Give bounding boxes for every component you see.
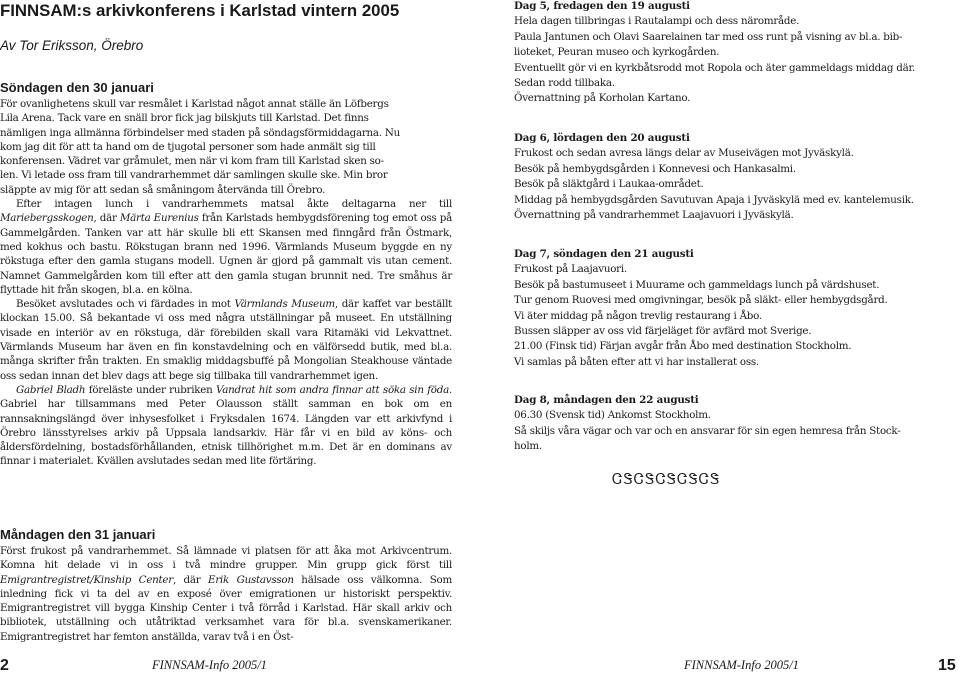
left-footer: [0, 657, 9, 675]
day-line: Middag på hembygdsgården Savutuvan Apaja i Jyväskylä med ev. kantelemusik.: [514, 193, 914, 206]
text-run: Först frukost på vandrarhemmet. Så lämnade vi platsen för att åka mot Arkivcentrum. Komna hit delade vi in oss i två mindre grupper. Min grupp gick först till: [0, 545, 452, 572]
text-run: Efter intagen lunch i vandrarhemmets matsal åkte deltagarna ner till: [16, 198, 452, 211]
day-heading: Dag 8, måndagen den 22 augusti: [514, 394, 699, 406]
day-line: Övernattning på Korholan Kartano.: [514, 92, 691, 105]
day-line: Övernattning på vandrarhemmet Laajavuori i Jyväskylä.: [514, 209, 794, 222]
day-line: Besök på hembygdsgården i Konnevesi och Hankasalmi.: [514, 162, 796, 175]
text-run: hälsade oss välkomna. Som inledning fick vi ta del av en exposé över emigrationen ur historiskt perspektiv. Emigrantregistret vill bygga Kinship Center i två förråd i Karlstad. Här skall arkiv och bibliotek, utställning och utåtriktad verksamhet vara för bl.a. svenskamerikaner. Emigrantregistret har femton anställda, varav två i en Öst-: [0, 573, 452, 643]
sunday-paragraph-3: [0, 297, 452, 383]
p1-line: nämligen inga allmänna förbindelser med staden på söndagsförmiddagarna. Nu: [0, 126, 400, 139]
lecture-title: Vandrat hit som andra finnar att söka sin föda: [216, 383, 449, 396]
decorative-ornament: ᏣᏕᏣᏕᏣᏕᏣᏕᏣᏕ: [612, 470, 721, 488]
p1-line: kom jag dit för att ta hand om de tjugotal personer som hade anmält sig till: [0, 140, 376, 153]
day-line: Bussen släpper av oss vid färjeläget för avfärd mot Sverige.: [514, 325, 812, 338]
text-run: från Karlstads hembygdsförening tog emot oss på Gammelgården. Tanken var att här skulle bli ett Skansen med finngård från Östmark, med kokhus och bastu. Rökstugan brann ned 1996. Värmlands Museum byggde en ny rökstuga efter den gamla stugans modell. Ugnen är gjord på gammalt vis utan cement. Namnet Gammelgården kom till efter att den gamla stugan brunnit ned. Tre småhus är flyttade hit från skogen, bl.a. en kölna.: [0, 212, 452, 296]
text-run: , där: [172, 573, 209, 586]
right-page-number: 15: [938, 657, 956, 674]
day-line: Besök på släktgård i Laukaa-området.: [514, 178, 704, 191]
right-footer: [938, 657, 956, 675]
day-line: Tur genom Ruovesi med omgivningar, besök på släkt- eller hembygdsgård.: [514, 294, 888, 307]
sunday-body: [0, 97, 452, 469]
day-line: Eventuellt gör vi en kyrkbåtsrodd mot Ropola och äter gammeldags middag där.: [514, 61, 916, 74]
sunday-paragraph-1: [0, 97, 452, 197]
person-name: Erik Gustavsson: [208, 573, 294, 586]
itinerary-day-8: [514, 393, 960, 455]
day-line: 21.00 (Finsk tid) Färjan avgår från Åbo med destination Stockholm.: [514, 340, 852, 353]
day-line: Besök på bastumuseet i Muurame och gammeldags lunch på värdshuset.: [514, 278, 880, 291]
p1-line: konferensen. Vädret var gråmulet, men när vi kom fram till Karlstad sken so-: [0, 155, 384, 168]
day-line: holm.: [514, 440, 542, 453]
right-footer-publication: [684, 657, 799, 673]
article-title: FINNSAM:s arkivkonferens i Karlstad vintern 2005: [0, 1, 400, 20]
monday-body: [0, 544, 452, 644]
itinerary-day-6: [514, 131, 960, 223]
left-page-number: 2: [0, 657, 9, 674]
section-heading-monday: Måndagen den 31 januari: [0, 527, 156, 542]
day-line: Så skiljs våra vägar och var och en ansvarar för sin egen hemresa från Stock-: [514, 424, 901, 437]
sunday-paragraph-2: [0, 197, 452, 297]
organization-name: Emigrantregistret/Kinship Center: [0, 573, 173, 586]
day-line: Paula Jantunen och Olavi Saarelainen tar med oss runt på visning av bl.a. bib-: [514, 30, 903, 43]
museum-name: Värmlands Museum: [234, 298, 335, 311]
person-name: Märta Eurenius: [119, 212, 199, 225]
text-run: , där: [93, 212, 120, 225]
monday-paragraph: [0, 544, 452, 644]
article-byline: Av Tor Eriksson, Örebro: [0, 38, 144, 53]
day-line: lioteket, Peuran museo och kyrkogården.: [514, 46, 720, 59]
text-run: , där kaffet var beställt klockan 15.00. Så bekantade vi oss med några utställningar på museet. En utställning visade en interiör av en rökstuga, där förebilden skall vara Ritamäki vid Lekvattnet. Värmlands Museum har även en fin konstavdelning och en välförsedd butik, med bl.a. många skrifter från trakten. En smaklig middagsbuffé på Mongolian Steakhouse väntade oss sedan innan det blev dags att bege sig tillbaka till vandrarhemmet igen.: [0, 298, 452, 382]
left-footer-publication: [152, 657, 267, 673]
itinerary-day-7: [514, 247, 960, 370]
section-heading-sunday: Söndagen den 30 januari: [0, 80, 154, 95]
day-heading: Dag 6, lördagen den 20 augusti: [514, 132, 690, 144]
p1-line: För ovanlighetens skull var resmålet i Karlstad något annat ställe än Löfbergs: [0, 98, 389, 110]
p1-line: släppte av mig för att sedan så småningom återvända till Örebro.: [0, 183, 326, 196]
left-publication-name: FINNSAM-Info 2005/1: [152, 658, 267, 672]
day-line: Sedan rodd tillbaka.: [514, 77, 615, 90]
day-line: Frukost på Laajavuori.: [514, 263, 627, 276]
itinerary-day-5: [514, 0, 960, 107]
person-name: Gabriel Bladh: [16, 383, 86, 396]
text-run: Besöket avslutades och vi färdades in mot: [16, 298, 235, 311]
day-line: Vi samlas på båten efter att vi har installerat oss.: [514, 355, 759, 368]
p1-line: len. Vi letade oss fram till vandrarhemmet där samlingen skulle ske. Min bror: [0, 169, 388, 182]
day-line: Frukost och sedan avresa längs delar av Museivägen mot Jyväskylä.: [514, 147, 854, 160]
day-line: 06.30 (Svensk tid) Ankomst Stockholm.: [514, 409, 711, 422]
p1-line: Lila Arena. Tack vare en snäll bror fick jag bilskjuts till Karlstad. Det finns: [0, 112, 369, 125]
day-line: Hela dagen tillbringas i Rautalampi och dess närområde.: [514, 15, 800, 28]
place-name: Mariebergsskogen: [0, 212, 94, 225]
right-publication-name: FINNSAM-Info 2005/1: [684, 658, 799, 672]
day-line: Vi äter middag på någon trevlig restaurang i Åbo.: [514, 309, 762, 322]
text-run: föreläste under rubriken: [85, 383, 216, 396]
sunday-paragraph-4: [0, 383, 452, 469]
text-run: . Gabriel har tillsammans med Peter Olausson ställt samman en bok om en rannsakningslängd över inhysesfolket i Fryksdalen 1674. Längden var ett arkivfynd i Örebro länsstyrelses arkiv på Uppsala landsarkiv. Här får vi en bild av köns- och åldersfördelning, bostadsförhållanden, etnisk tillhörighet m.m. Det är en dominans av finnar i materialet. Kvällen avslutades sedan med lite förtäring.: [0, 383, 453, 468]
day-heading: Dag 7, söndagen den 21 augusti: [514, 248, 694, 260]
day-heading: Dag 5, fredagen den 19 augusti: [514, 0, 690, 12]
